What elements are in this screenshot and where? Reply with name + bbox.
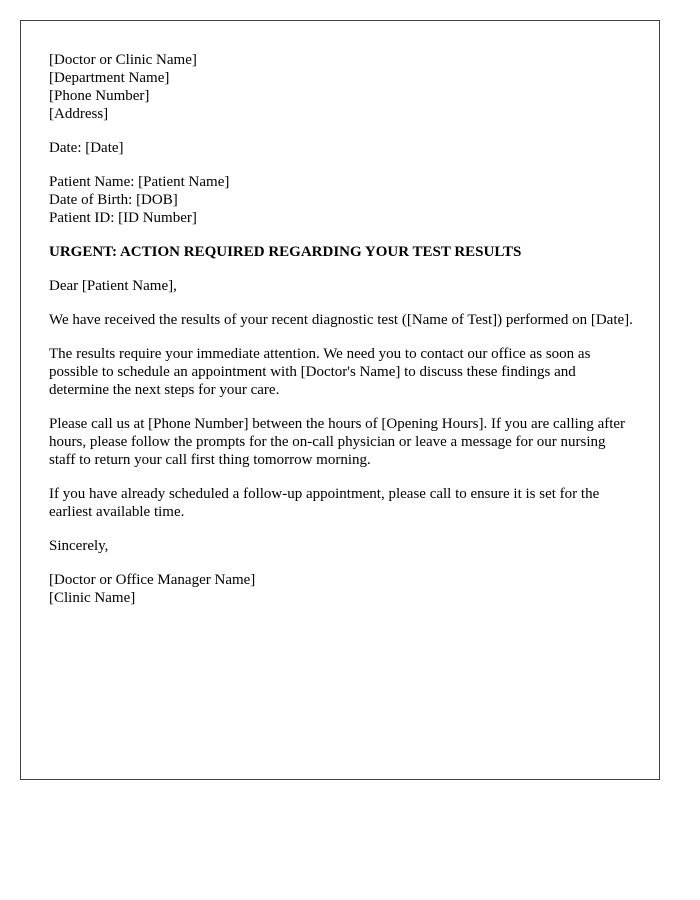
signature-clinic: [Clinic Name] xyxy=(49,590,136,606)
patient-id: Patient ID: [ID Number] xyxy=(49,210,197,226)
letter-date xyxy=(49,139,634,157)
closing: Sincerely, xyxy=(49,538,109,554)
address: [Address] xyxy=(49,106,109,122)
phone-number: [Phone Number] xyxy=(49,88,150,104)
letter-content xyxy=(49,51,634,623)
department-name: [Department Name] xyxy=(49,70,170,86)
salutation: Dear [Patient Name], xyxy=(49,278,177,294)
patient-dob: Date of Birth: [DOB] xyxy=(49,192,178,208)
letter-header xyxy=(49,51,634,123)
paragraph-call-instructions: Please call us at [Phone Number] between the hours of [Opening Hours]. If you are calling after hours, please follow the prompts for the on-call physician or leave a message for our nursing staff to return your call first thing tomorrow morning. xyxy=(49,416,626,468)
paragraph-attention-required: The results require your immediate attention. We need you to contact our office as soon as possible to schedule an appointment with [Doctor's Name] to discuss these findings and determine the next steps for your care. xyxy=(49,346,591,398)
patient-name: Patient Name: [Patient Name] xyxy=(49,174,230,190)
date-line: Date: [Date] xyxy=(49,140,124,156)
doctor-clinic-name: [Doctor or Clinic Name] xyxy=(49,52,197,68)
letter-page xyxy=(20,20,660,780)
paragraph-test-received: We have received the results of your recent diagnostic test ([Name of Test]) performed on [Date]. xyxy=(49,312,633,328)
letter-subject: URGENT: ACTION REQUIRED REGARDING YOUR TEST RESULTS xyxy=(49,244,522,260)
patient-info xyxy=(49,173,634,227)
signature-name: [Doctor or Office Manager Name] xyxy=(49,572,256,588)
paragraph-follow-up: If you have already scheduled a follow-up appointment, please call to ensure it is set for the earliest available time. xyxy=(49,486,600,520)
signature-block xyxy=(49,571,634,607)
